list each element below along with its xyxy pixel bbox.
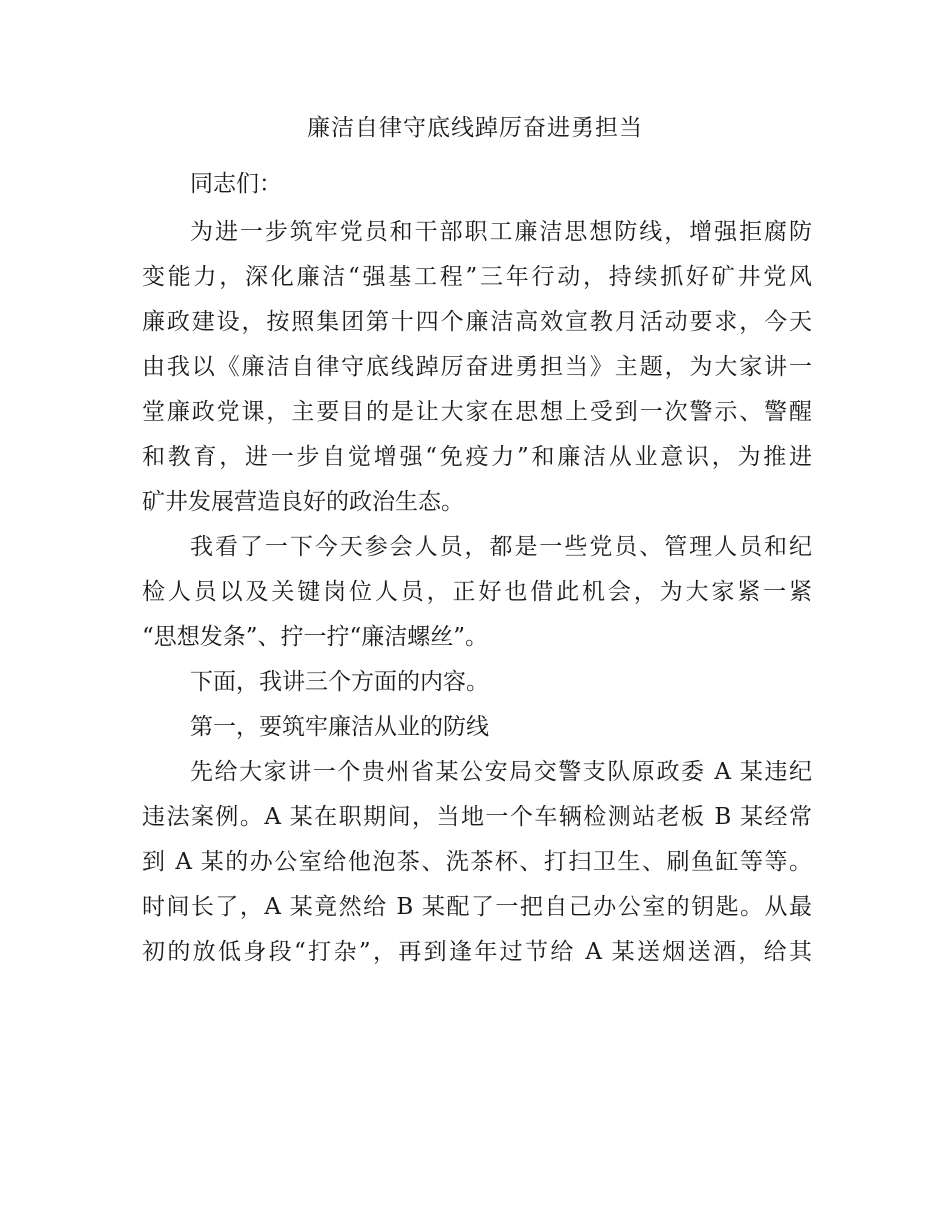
paragraph-line: 矿井发展营造良好的政治生态。 [142,489,464,515]
paragraph-line: 由我以《廉洁自律守底线踔厉奋进勇担当》主题，为大家讲一 [142,354,812,380]
document-title: 廉洁自律守底线踔厉奋进勇担当 [307,115,643,141]
paragraph-line: 到 A 某的办公室给他泡茶、洗茶杯、打扫卫生、刷鱼缸等等。 [142,849,812,875]
section-heading: 第一，要筑牢廉洁从业的防线 [190,714,489,740]
paragraph-line: “思想发条”、拧一拧“廉洁螺丝”。 [142,624,489,650]
paragraph-line: 堂廉政党课，主要目的是让大家在思想上受到一次警示、警醒 [142,399,812,425]
paragraph-line: 初的放低身段“打杂”，再到逢年过节给 A 某送烟送酒，给其 [142,939,812,965]
paragraph-line: 和教育，进一步自觉增强“免疫力”和廉洁从业意识，为推进 [142,444,812,470]
paragraph-line: 检人员以及关键岗位人员，正好也借此机会，为大家紧一紧 [142,579,812,605]
paragraph-line: 违法案例。A 某在职期间，当地一个车辆检测站老板 B 某经常 [142,804,812,830]
paragraph-line: 时间长了，A 某竟然给 B 某配了一把自己办公室的钥匙。从最 [142,894,812,920]
paragraph-line: 下面，我讲三个方面的内容。 [190,669,489,695]
greeting: 同志们： [190,171,282,197]
paragraph-line: 廉政建设，按照集团第十四个廉洁高效宣教月活动要求，今天 [142,309,812,335]
paragraph-line: 我看了一下今天参会人员，都是一些党员、管理人员和纪 [190,534,812,560]
paragraph-line: 先给大家讲一个贵州省某公安局交警支队原政委 A 某违纪 [190,759,812,785]
paragraph-line: 变能力，深化廉洁“强基工程”三年行动，持续抓好矿井党风 [142,264,812,290]
paragraph-line: 为进一步筑牢党员和干部职工廉洁思想防线，增强拒腐防 [190,219,812,245]
